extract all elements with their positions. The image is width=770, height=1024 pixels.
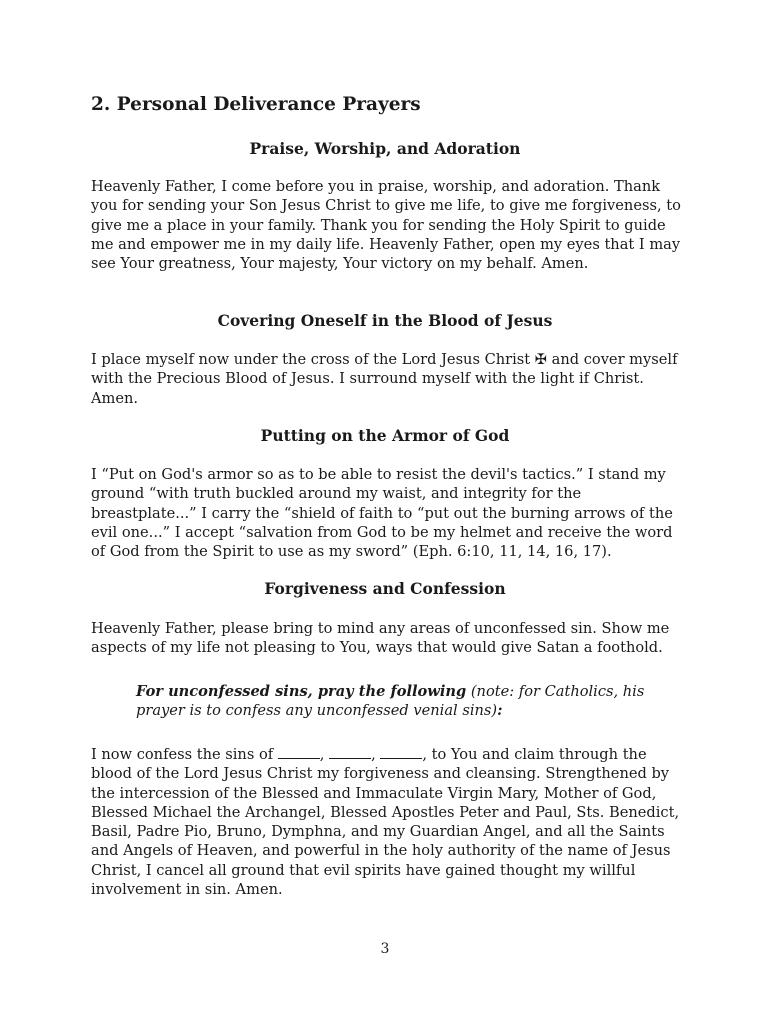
- heading-praise: Praise, Worship, and Adoration: [249, 139, 521, 158]
- paragraph-covering: I place myself now under the cross of the Lord Jesus Christ ✠ and cover myself with the Precious Blood of Jesus. I surround myself with the light if Christ. Amen.: [91, 351, 678, 407]
- fill-in-blank: [380, 746, 422, 759]
- section-title: 2. Personal Deliverance Prayers: [91, 94, 421, 115]
- paragraph-praise: Heavenly Father, I come before you in praise, worship, and adoration. Thank you for sending your Son Jesus Christ to give me life, to give me forgiveness, to give me a place in your family. Thank you for sending the Holy Spirit to guide me and empower me in my daily life. Heavenly Father, open my eyes that I may see Your greatness, Your majesty, Your victory on my behalf. Amen.: [91, 178, 681, 273]
- confession-sep: ,: [319, 746, 330, 763]
- fill-in-blank: [329, 746, 371, 759]
- paragraph-forgiveness: Heavenly Father, please bring to mind any areas of unconfessed sin. Show me aspects of my life not pleasing to You, ways that would give Satan a foothold.: [91, 620, 670, 657]
- note-colon: :: [497, 702, 503, 720]
- note-rest: (note: for Catholics, his prayer is to confess any unconfessed venial sins): [136, 683, 645, 720]
- instruction-note: [136, 682, 696, 721]
- paragraph-armor: I “Put on God's armor so as to be able to resist the devil's tactics.” I stand my ground “with truth buckled around my waist, and integrity for the breastplate...” I carry the “shield of faith to “put out the burning arrows of the evil one...” I accept “salvation from God to be my helmet and receive the word of God from the Spirit to use as my sword” (Eph. 6:10, 11, 14, 16, 17).: [91, 466, 673, 561]
- confession-sep: ,: [371, 746, 381, 763]
- heading-covering: Covering Oneself in the Blood of Jesus: [217, 311, 553, 330]
- page-number: 3: [380, 941, 390, 957]
- heading-armor: Putting on the Armor of God: [260, 426, 510, 445]
- note-bold: For unconfessed sins, pray the following: [136, 683, 467, 700]
- confession-body: , to You and claim through the blood of the Lord Jesus Christ my forgiveness and cleansing. Strengthened by the intercession of the Blessed and Immaculate Virgin Mary, Mother of God, Blessed Michael the Archangel, Blessed Apostles Peter and Paul, Sts. Benedict, Basil, Padre Pio, Bruno, Dymphna, and my Guardian Angel, and all the Saints and Angels of Heaven, and powerful in the holy authority of the name of Jesus Christ, I cancel all ground that evil spirits have gained thought my willful involvement in sin. Amen.: [91, 746, 680, 899]
- paragraph-confession: [91, 745, 683, 899]
- fill-in-blank: [278, 746, 320, 759]
- confession-lead: I now confess the sins of: [91, 746, 278, 763]
- heading-forgiveness: Forgiveness and Confession: [264, 579, 506, 598]
